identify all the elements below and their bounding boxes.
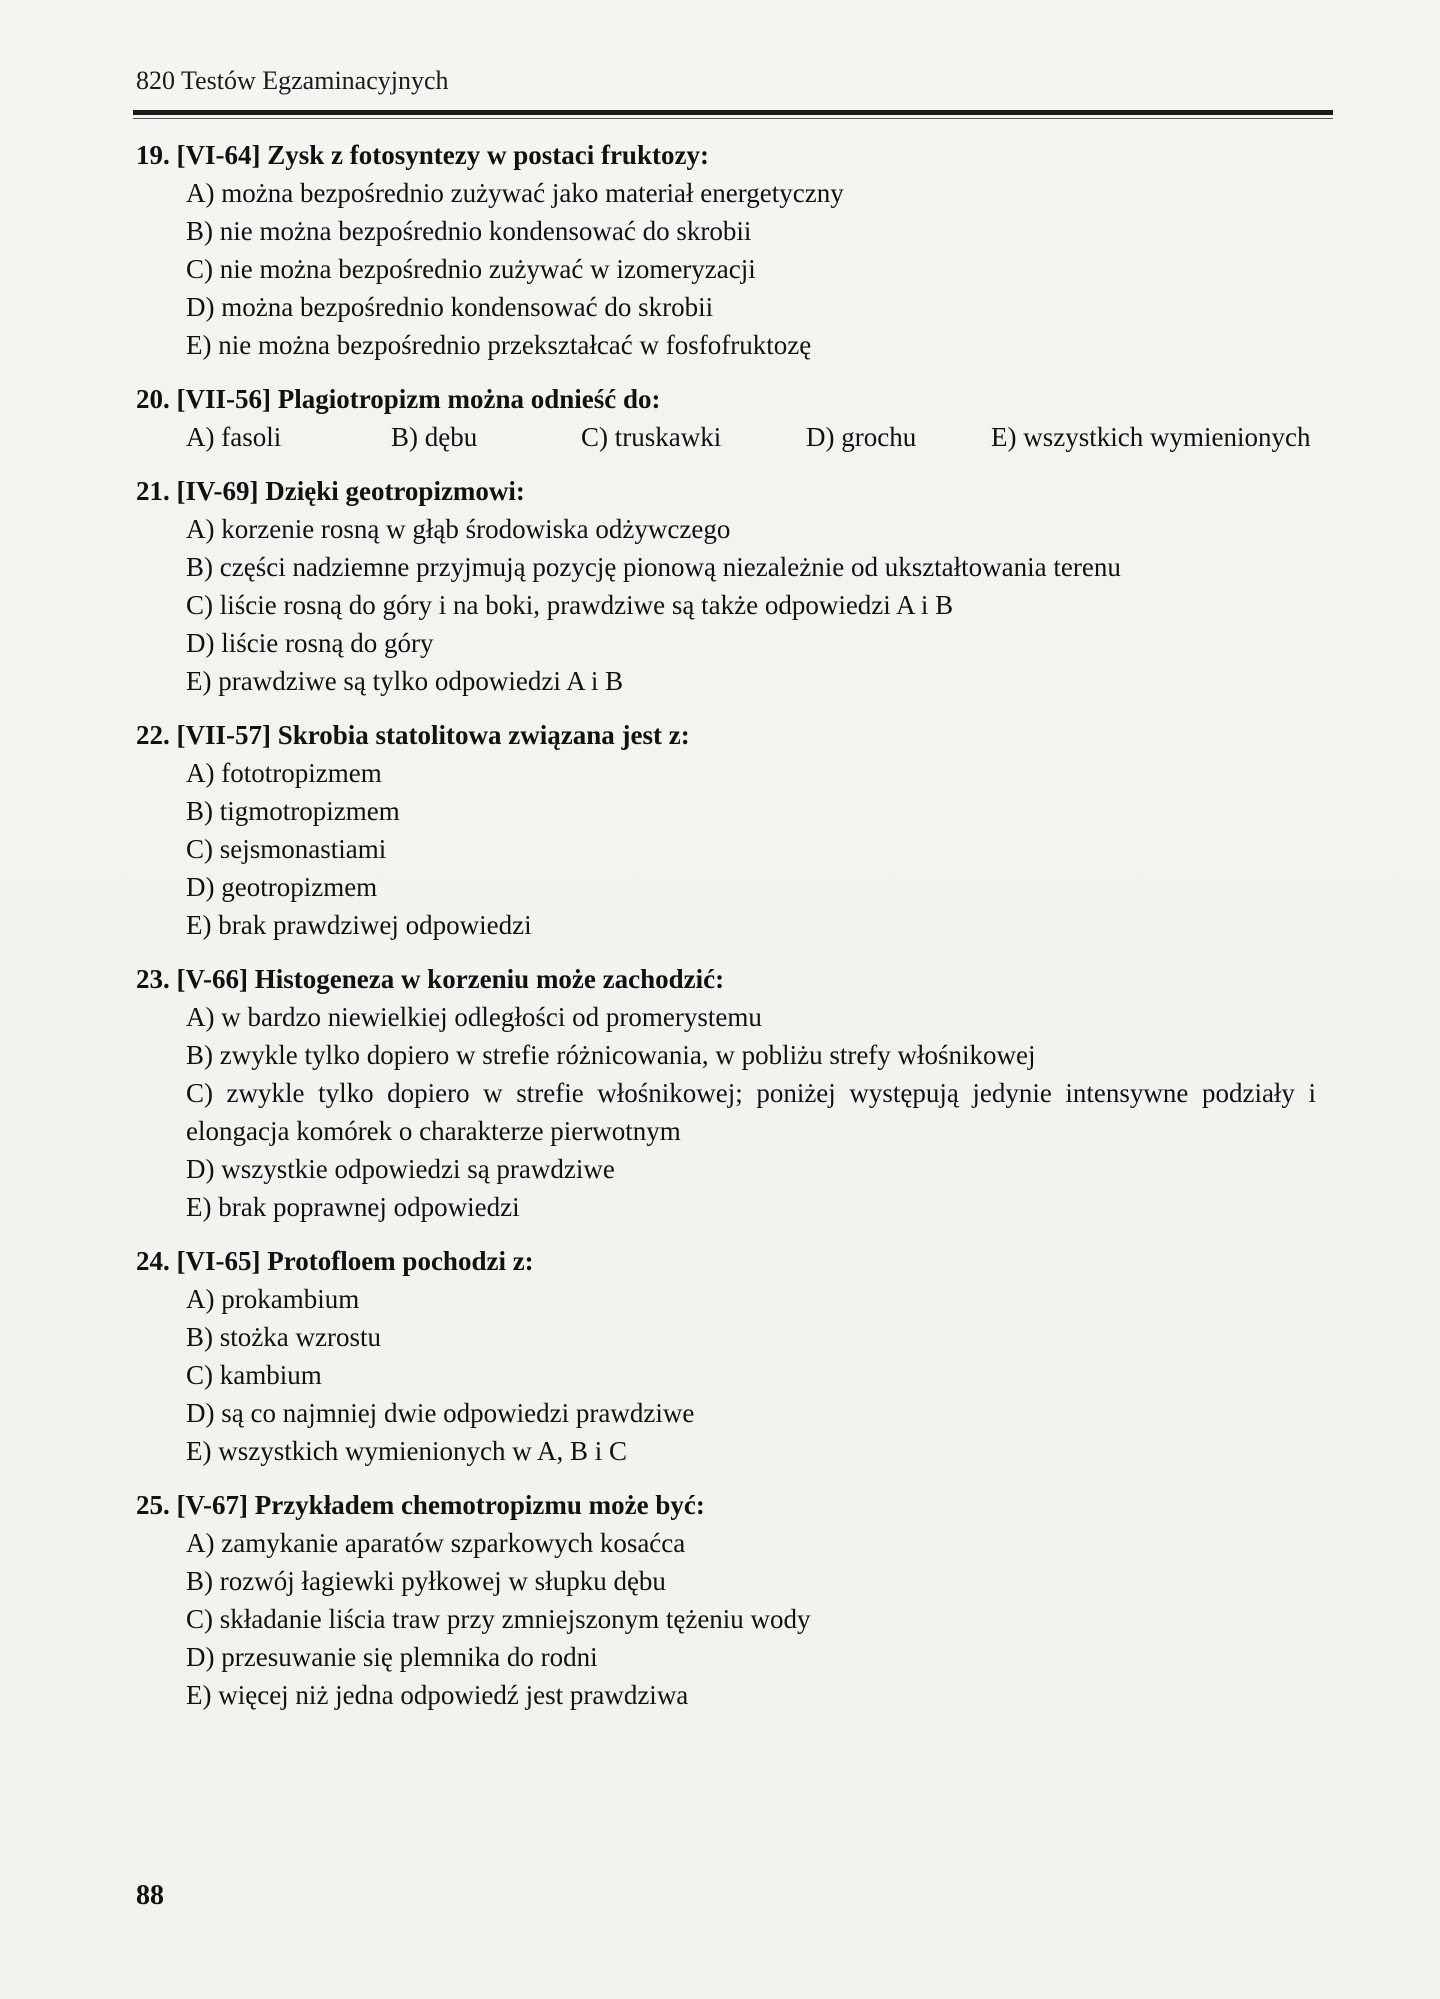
question-24 — [136, 1242, 1336, 1470]
question-21 — [136, 472, 1336, 700]
answer-option: C) sejsmonastiami — [186, 834, 387, 864]
answer-list — [136, 754, 1336, 944]
running-header: 820 Testów Egzaminacyjnych — [136, 66, 449, 95]
question-list — [136, 136, 1336, 1730]
answer-option: E) więcej niż jedna odpowiedź jest prawdziwa — [186, 1680, 689, 1710]
answer-option: B) stożka wzrostu — [186, 1322, 381, 1352]
answer-option: E) prawdziwe są tylko odpowiedzi A i B — [186, 666, 624, 696]
answer-option: B) zwykle tylko dopiero w strefie różnicowania, w pobliżu strefy włośnikowej — [186, 1040, 1036, 1070]
page-number: 88 — [136, 1880, 164, 1911]
answer-option: B) nie można bezpośrednio kondensować do skrobii — [186, 216, 752, 246]
question-title: 20. [VII-56] Plagiotropizm można odnieść do: — [136, 384, 661, 414]
answer-option: A) prokambium — [186, 1284, 360, 1314]
answer-option: D) przesuwanie się plemnika do rodni — [186, 1642, 598, 1672]
question-19 — [136, 136, 1336, 364]
answer-option: E) wszystkich wymienionych — [991, 422, 1311, 452]
answer-option: E) brak prawdziwej odpowiedzi — [186, 910, 532, 940]
question-title: 24. [VI-65] Protofloem pochodzi z: — [136, 1246, 534, 1276]
answer-option: B) części nadziemne przyjmują pozycję pionową niezależnie od ukształtowania terenu — [186, 552, 1121, 582]
answer-list — [136, 510, 1336, 700]
answer-option: A) można bezpośrednio zużywać jako materiał energetyczny — [186, 178, 844, 208]
answer-option: D) wszystkie odpowiedzi są prawdziwe — [186, 1154, 615, 1184]
question-title: 21. [IV-69] Dzięki geotropizmowi: — [136, 476, 525, 506]
answer-option: D) geotropizmem — [186, 872, 378, 902]
answer-list — [136, 174, 1336, 364]
answer-list — [136, 1524, 1336, 1714]
answer-list — [136, 1280, 1336, 1470]
header-rule — [133, 110, 1333, 115]
answer-option: C) składanie liścia traw przy zmniejszonym tężeniu wody — [186, 1604, 811, 1634]
question-25 — [136, 1486, 1336, 1714]
answer-option: B) dębu — [391, 422, 478, 452]
answer-option: D) są co najmniej dwie odpowiedzi prawdziwe — [186, 1398, 695, 1428]
answer-option: E) brak poprawnej odpowiedzi — [186, 1192, 520, 1222]
answer-option: D) grochu — [806, 422, 917, 452]
header-rule-thin — [133, 118, 1333, 119]
answer-option: C) zwykle tylko dopiero w strefie włośnikowej; poniżej występują jedynie intensywne podziały i elongacja komórek o charakterze pierwotnym — [186, 1078, 1316, 1146]
answer-option: C) truskawki — [581, 422, 722, 452]
question-title: 23. [V-66] Histogeneza w korzeniu może zachodzić: — [136, 964, 725, 994]
answer-option: B) rozwój łagiewki pyłkowej w słupku dębu — [186, 1566, 666, 1596]
answer-list — [136, 998, 1336, 1226]
answer-option: C) liście rosną do góry i na boki, prawdziwe są także odpowiedzi A i B — [186, 590, 954, 620]
answer-option: D) można bezpośrednio kondensować do skrobii — [186, 292, 714, 322]
answer-option: C) nie można bezpośrednio zużywać w izomeryzacji — [186, 254, 756, 284]
answer-list-inline — [136, 418, 1336, 456]
question-title: 22. [VII-57] Skrobia statolitowa związana jest z: — [136, 720, 690, 750]
answer-option: D) liście rosną do góry — [186, 628, 434, 658]
answer-option: E) nie można bezpośrednio przekształcać w fosfofruktozę — [186, 330, 812, 360]
answer-option: E) wszystkich wymienionych w A, B i C — [186, 1436, 627, 1466]
answer-option: B) tigmotropizmem — [186, 796, 400, 826]
answer-option: A) w bardzo niewielkiej odległości od promerystemu — [186, 1002, 762, 1032]
answer-option: A) fototropizmem — [186, 758, 382, 788]
answer-option: A) zamykanie aparatów szparkowych kosaćca — [186, 1528, 686, 1558]
question-20 — [136, 380, 1336, 456]
answer-option: C) kambium — [186, 1360, 322, 1390]
question-title: 25. [V-67] Przykładem chemotropizmu może być: — [136, 1490, 705, 1520]
question-23 — [136, 960, 1336, 1226]
answer-option: A) korzenie rosną w głąb środowiska odżywczego — [186, 514, 731, 544]
question-title: 19. [VI-64] Zysk z fotosyntezy w postaci fruktozy: — [136, 140, 709, 170]
answer-option: A) fasoli — [186, 422, 282, 452]
question-22 — [136, 716, 1336, 944]
